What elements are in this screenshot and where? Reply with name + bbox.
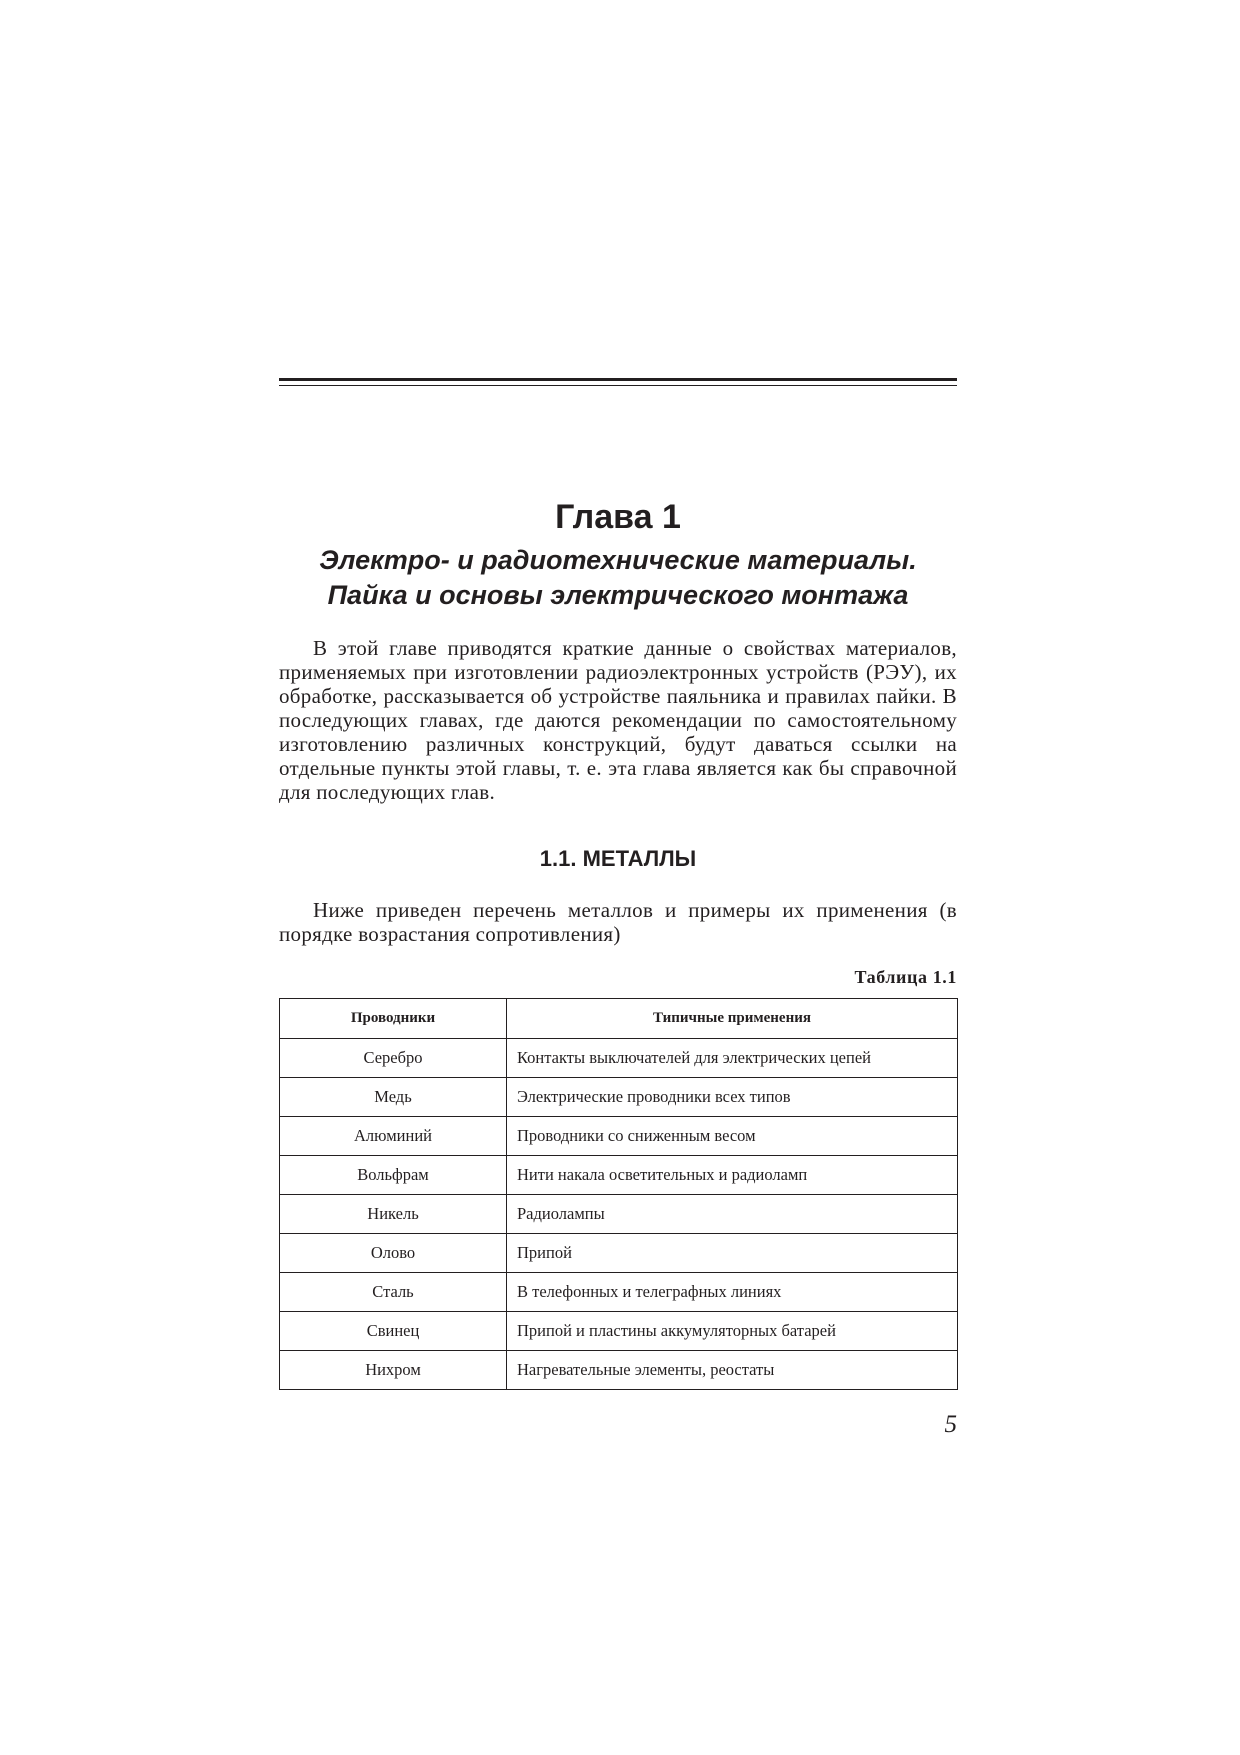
chapter-subtitle-line-1: Электро- и радиотехнические материалы.: [319, 545, 917, 575]
table-row: [280, 1351, 958, 1390]
application-cell: Нити накала осветительных и радиоламп: [507, 1156, 958, 1195]
metal-cell: Нихром: [280, 1351, 507, 1390]
chapter-rule-thick: [279, 378, 957, 381]
metal-cell: Алюминий: [280, 1117, 507, 1156]
table-row: [280, 1312, 958, 1351]
application-cell: Припой и пластины аккумуляторных батарей: [507, 1312, 958, 1351]
table-row: [280, 1117, 958, 1156]
application-cell: Электрические проводники всех типов: [507, 1078, 958, 1117]
metal-cell: Свинец: [280, 1312, 507, 1351]
metal-cell: Медь: [280, 1078, 507, 1117]
metal-cell: Олово: [280, 1234, 507, 1273]
table-row: [280, 1195, 958, 1234]
metal-cell: Вольфрам: [280, 1156, 507, 1195]
chapter-title: Глава 1: [555, 498, 681, 536]
table-row: [280, 1273, 958, 1312]
application-cell: Припой: [507, 1234, 958, 1273]
application-cell: Радиолампы: [507, 1195, 958, 1234]
section-paragraph: Ниже приведен перечень металлов и примеры их применения (в порядке возрастания сопротивления): [279, 898, 957, 946]
table-header-row: [280, 999, 958, 1039]
application-cell: В телефонных и телеграфных линиях: [507, 1273, 958, 1312]
application-cell: Проводники со сниженным весом: [507, 1117, 958, 1156]
table-caption: Таблица 1.1: [854, 967, 957, 987]
chapter-subtitle-line-2: Пайка и основы электрического монтажа: [327, 580, 909, 610]
application-cell: Нагревательные элементы, реостаты: [507, 1351, 958, 1390]
application-cell: Контакты выключателей для электрических цепей: [507, 1039, 958, 1078]
metal-cell: Серебро: [280, 1039, 507, 1078]
column-header-applications: Типичные применения: [507, 999, 958, 1039]
table-row: [280, 1039, 958, 1078]
metals-table: [279, 998, 958, 1390]
metal-cell: Никель: [280, 1195, 507, 1234]
intro-paragraph: В этой главе приводятся краткие данные о свойствах материалов, применяемых при изготовлении радиоэлектронных устройств (РЭУ), их обработке, рассказывается об устройстве паяльника и правилах пайки. В последующих главах, где даются рекомендации по самостоятельному изготовлению различных конструкций, будут даваться ссылки на отдельные пункты этой главы, т. е. эта глава является как бы справочной для последующих глав.: [279, 636, 957, 804]
table-row: [280, 1234, 958, 1273]
section-title: 1.1. МЕТАЛЛЫ: [539, 846, 697, 871]
chapter-rule-thin: [279, 385, 957, 386]
column-header-conductors: Проводники: [280, 999, 507, 1039]
chapter-subtitle: [279, 543, 957, 613]
page-number: 5: [944, 1411, 957, 1438]
metal-cell: Сталь: [280, 1273, 507, 1312]
table-row: [280, 1156, 958, 1195]
table-row: [280, 1078, 958, 1117]
